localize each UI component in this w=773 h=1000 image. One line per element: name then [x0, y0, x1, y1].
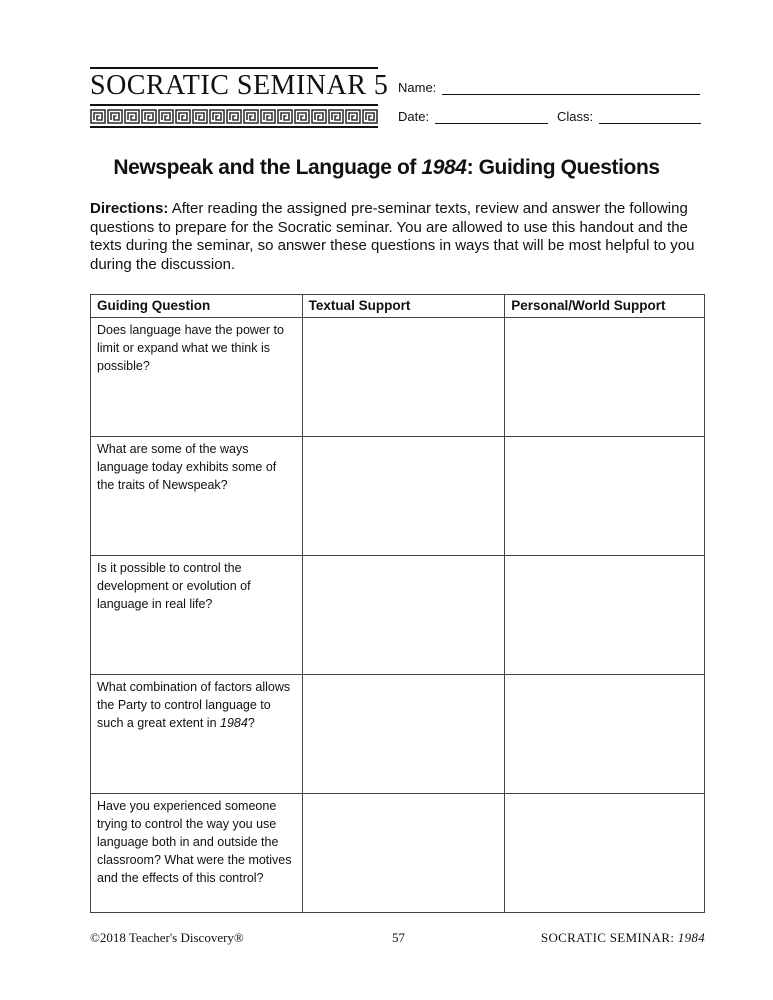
- directions: [90, 200, 710, 274]
- title-italic: 1984: [421, 156, 467, 179]
- question-text: What combination of factors allows the Party to control language to such a great extent in: [97, 680, 291, 730]
- title-rest: : Guiding Questions: [466, 156, 660, 179]
- personal-support-cell[interactable]: [505, 437, 705, 556]
- footer-copyright: ©2018 Teacher's Discovery®: [90, 930, 244, 945]
- directions-label: Directions:: [90, 200, 169, 217]
- textual-support-cell[interactable]: [302, 556, 505, 675]
- header-personal-world-support: Personal/World Support: [505, 295, 705, 318]
- textual-support-cell[interactable]: [302, 318, 505, 437]
- date-line[interactable]: [435, 112, 548, 124]
- question-cell: What are some of the ways language today exhibits some of the traits of Newspeak?: [91, 437, 303, 556]
- question-cell: Is it possible to control the development or evolution of language in real life?: [91, 556, 303, 675]
- title-text: Newspeak and the Language of: [113, 156, 422, 179]
- footer-series-text: SOCRATIC SEMINAR:: [540, 930, 678, 945]
- question-cell: Does language have the power to limit or expand what we think is possible?: [91, 318, 303, 437]
- page-title: [0, 156, 773, 180]
- personal-support-cell[interactable]: [505, 675, 705, 794]
- socratic-seminar-logo: [90, 67, 389, 129]
- guiding-questions-table: [90, 294, 705, 913]
- textual-support-cell[interactable]: [302, 437, 505, 556]
- personal-support-cell[interactable]: [505, 318, 705, 437]
- class-line[interactable]: [599, 112, 701, 124]
- question-cell: [91, 675, 303, 794]
- personal-support-cell[interactable]: [505, 794, 705, 913]
- footer-series-italic: 1984: [677, 930, 705, 945]
- textual-support-cell[interactable]: [302, 675, 505, 794]
- name-line[interactable]: [442, 83, 700, 95]
- date-field[interactable]: [398, 109, 548, 124]
- textual-support-cell[interactable]: [302, 794, 505, 913]
- class-label: Class:: [557, 109, 594, 124]
- greek-key-border: [90, 109, 378, 124]
- class-field[interactable]: [557, 109, 701, 124]
- name-label: Name:: [398, 80, 437, 95]
- date-label: Date:: [398, 109, 430, 124]
- table-row: [91, 556, 705, 675]
- header-guiding-question: Guiding Question: [91, 295, 303, 318]
- logo-text: SOCRATIC SEMINAR 5: [90, 70, 389, 101]
- footer-page-number: 57: [392, 930, 405, 945]
- question-end: ?: [247, 716, 255, 730]
- table-row: [91, 437, 705, 556]
- directions-text: After reading the assigned pre-seminar texts, review and answer the following questions to prepare for the Socratic seminar. You are allowed to use this handout and the texts during the seminar, so answer these questions in ways that will be most helpful to you during the discussion.: [90, 200, 695, 273]
- header-textual-support: Textual Support: [302, 295, 505, 318]
- table-row: [91, 318, 705, 437]
- footer-series: [541, 930, 705, 946]
- name-field[interactable]: [398, 80, 700, 95]
- table-row: [91, 794, 705, 913]
- question-italic: 1984: [220, 716, 248, 730]
- personal-support-cell[interactable]: [505, 556, 705, 675]
- table-row: [91, 675, 705, 794]
- question-cell: Have you experienced someone trying to control the way you use language both in and outside the classroom? What were the motives and the effects of this control?: [91, 794, 303, 913]
- table-header-row: [91, 295, 705, 318]
